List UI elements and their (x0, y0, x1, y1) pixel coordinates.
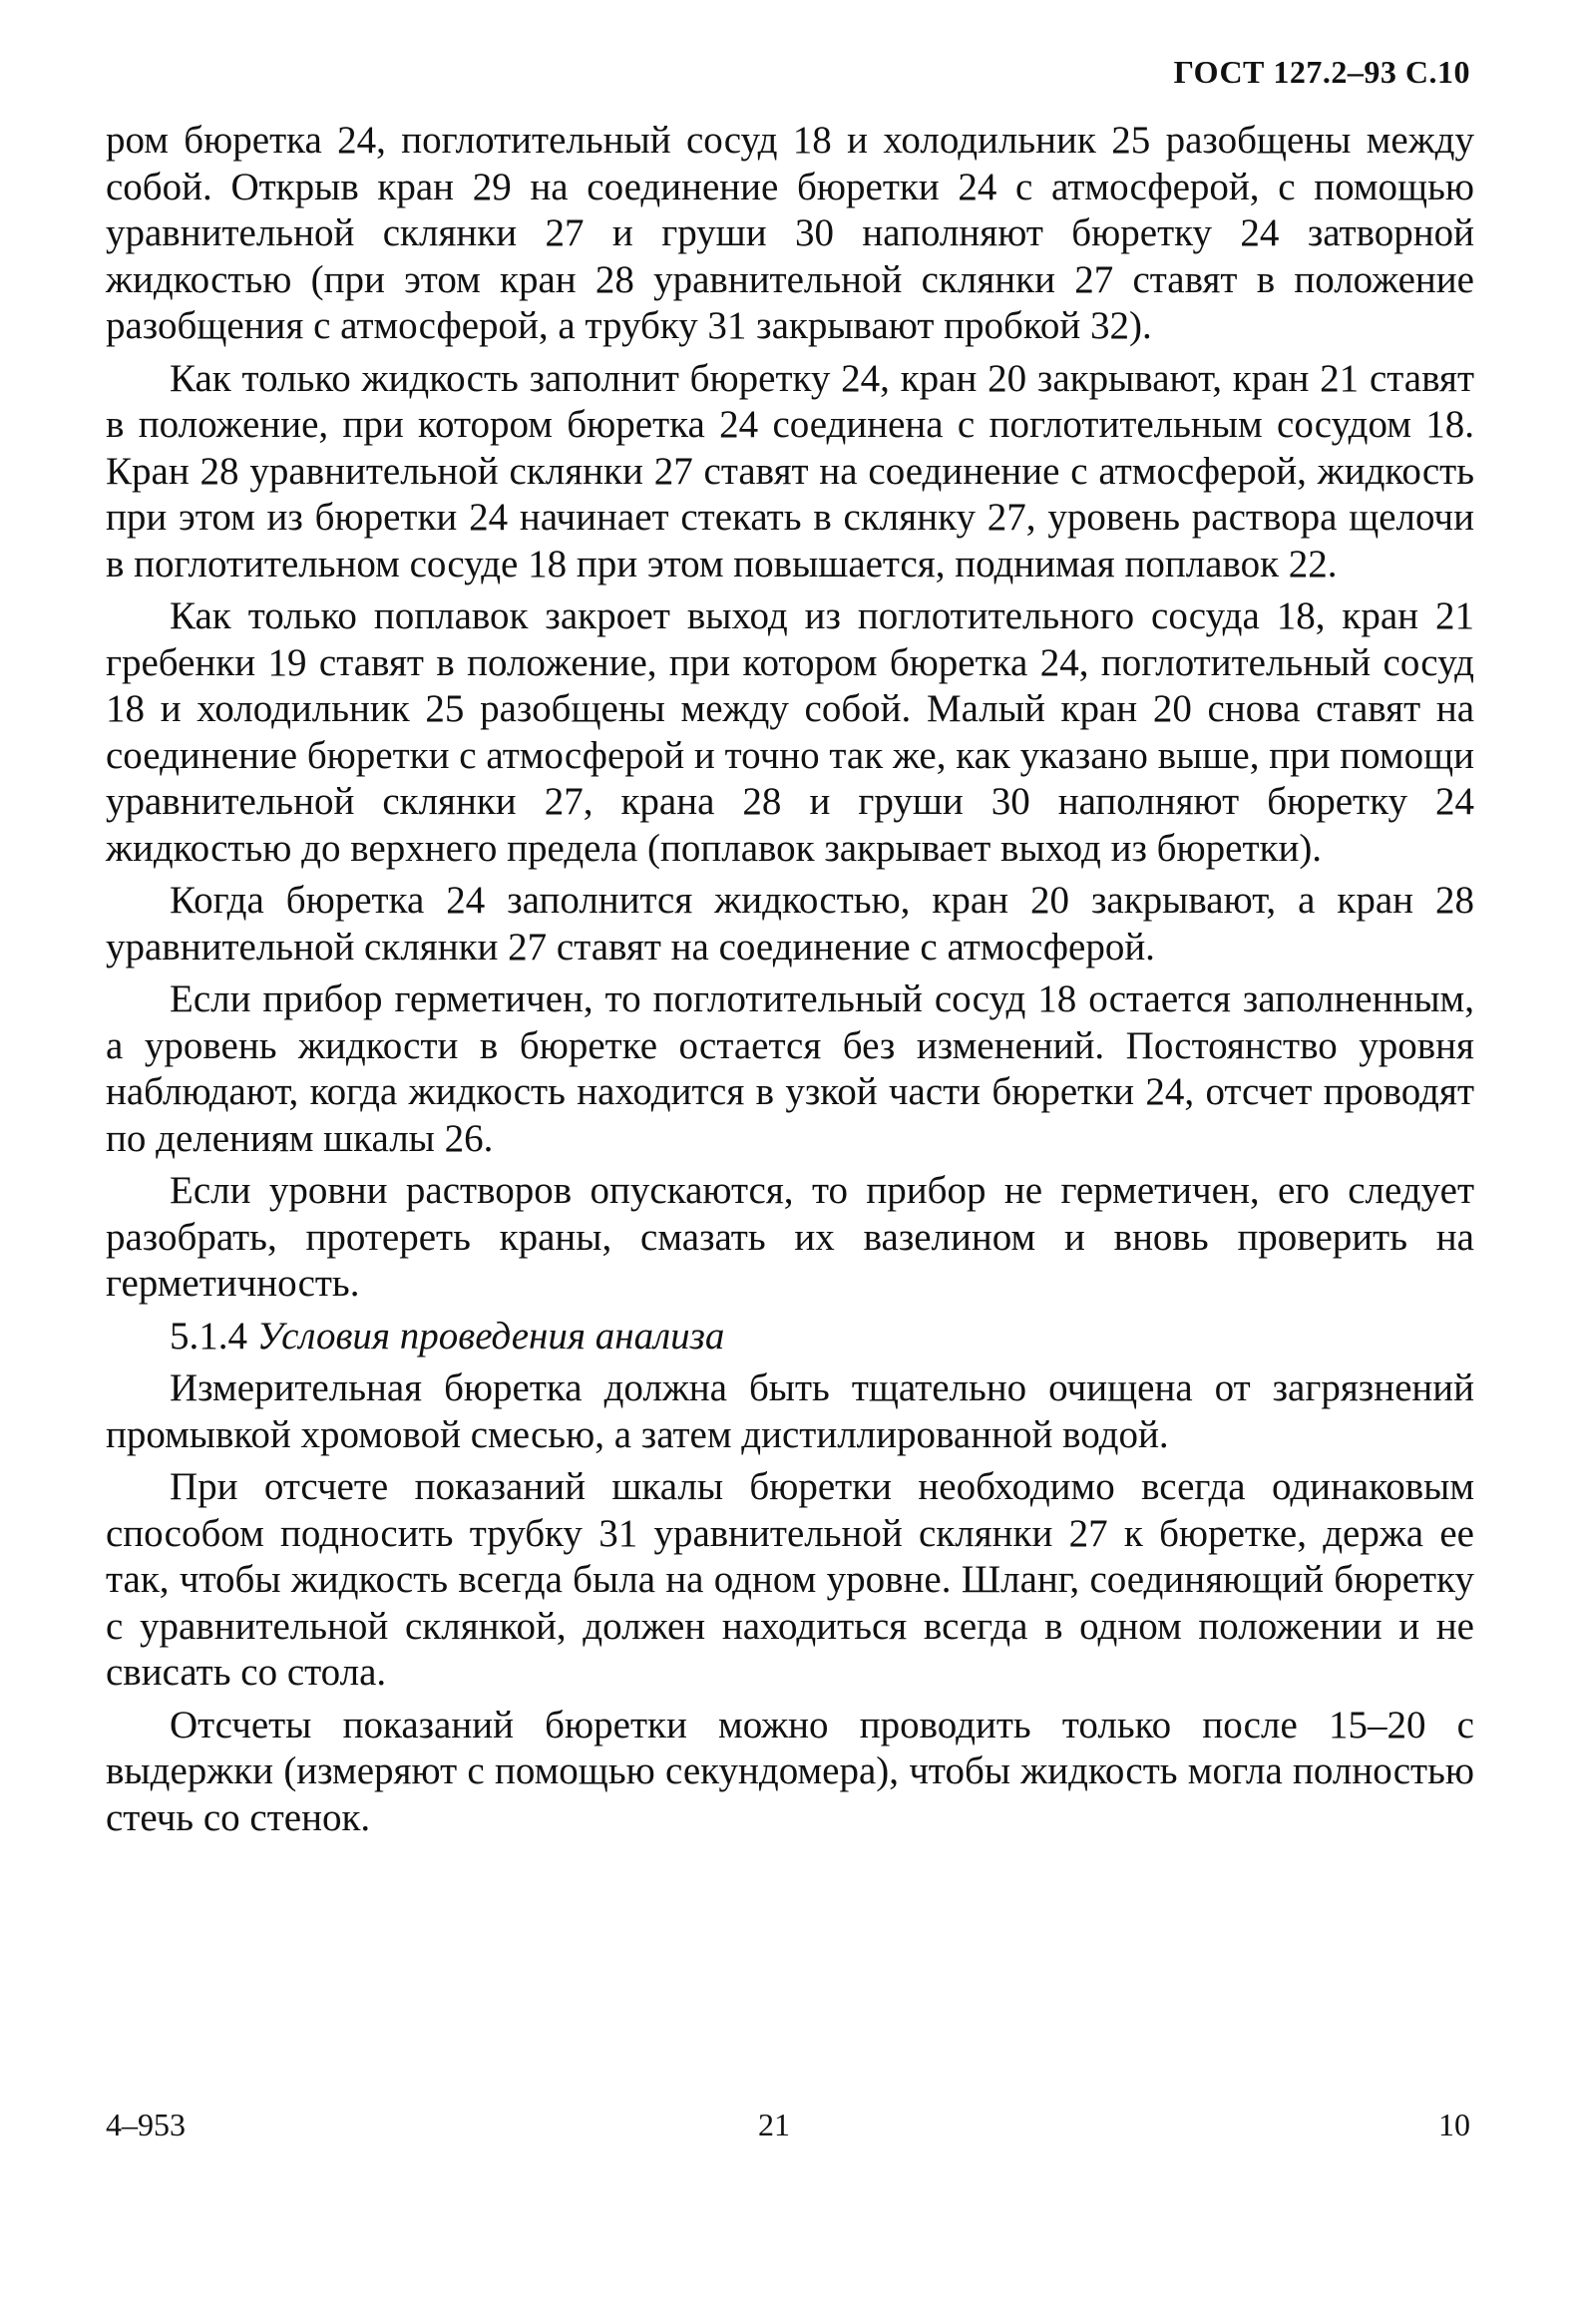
paragraph: Если прибор герметичен, то поглотительный сосуд 18 остается заполненным, а уровень жидкости в бюретке остается без изменений. Постоянство уровня наблюдают, когда жидкость находится в узкой части бюретки 24, отсчет проводят по делениям шкалы 26. (106, 977, 1474, 1160)
paragraph: Измерительная бюретка должна быть тщательно очищена от загрязнений промывкой хромовой смесью, а затем дистиллированной водой. (106, 1366, 1474, 1456)
paragraph-continuation: ром бюретка 24, поглотительный сосуд 18 и холодильник 25 разобщены между собой. Открыв кран 29 на соединение бюретки 24 с атмосферой, с помощью уравнительной склянки 27 и груши 30 наполняют бюретку 24 затворной жидкостью (при этом кран 28 уравнительной склянки 27 ставят в положение разобщения с атмосферой, а трубку 31 закрывают пробкой 32). (106, 119, 1474, 347)
subsection-heading (106, 1314, 1474, 1360)
footer-page-number: 10 (1438, 2107, 1470, 2142)
paragraph: Когда бюретка 24 заполнится жидкостью, кран 20 закрывают, а кран 28 уравнительной склянки 27 ставят на соединение с атмосферой. (106, 879, 1474, 968)
footer-print-code: 4–953 (106, 2107, 186, 2142)
paragraph: При отсчете показаний шкалы бюретки необходимо всегда одинаковым способом подносить трубку 31 уравнительной склянки 27 к бюретке, держа ее так, чтобы жидкость всегда была на одном уровне. Шланг, соединяющий бюретку с уравнительной склянкой, должен находиться всегда в одном положении и не свисать со стола. (106, 1465, 1474, 1694)
running-header: ГОСТ 127.2–93 С.10 (1173, 54, 1470, 90)
paragraph: Как только жидкость заполнит бюретку 24, кран 20 закрывают, кран 21 ставят в положение, при котором бюретка 24 соединена с поглотительным сосудом 18. Кран 28 уравнительной склянки 27 ставят на соединение с атмосферой, жидкость при этом из бюретки 24 начинает стекать в склянку 27, уровень раствора щелочи в поглотительном сосуде 18 при этом повышается, поднимая поплавок 22. (106, 356, 1474, 585)
paragraph: Если уровни растворов опускаются, то прибор не герметичен, его следует разобрать, протереть краны, смазать их вазелином и вновь проверить на герметичность. (106, 1169, 1474, 1305)
subsection-number: 5.1.4 (170, 1314, 247, 1357)
paragraph: Отсчеты показаний бюретки можно проводить только после 15–20 с выдержки (измеряют с помощью секундомера), чтобы жидкость могла полностью стечь со стенок. (106, 1703, 1474, 1839)
document-body (106, 118, 1474, 1847)
footer-sheet-number: 21 (758, 2107, 790, 2142)
subsection-title: Условия проведения анализа (256, 1314, 725, 1357)
paragraph: Как только поплавок закроет выход из поглотительного сосуда 18, кран 21 гребенки 19 ставят в положение, при котором бюретка 24, поглотительный сосуд 18 и холодильник 25 разобщены между собой. Малый кран 20 снова ставят на соединение бюретки с атмосферой и точно так же, как указано выше, при помощи уравнительной склянки 27, крана 28 и груши 30 наполняют бюретку 24 жидкостью до верхнего предела (поплавок закрывает выход из бюретки). (106, 594, 1474, 870)
